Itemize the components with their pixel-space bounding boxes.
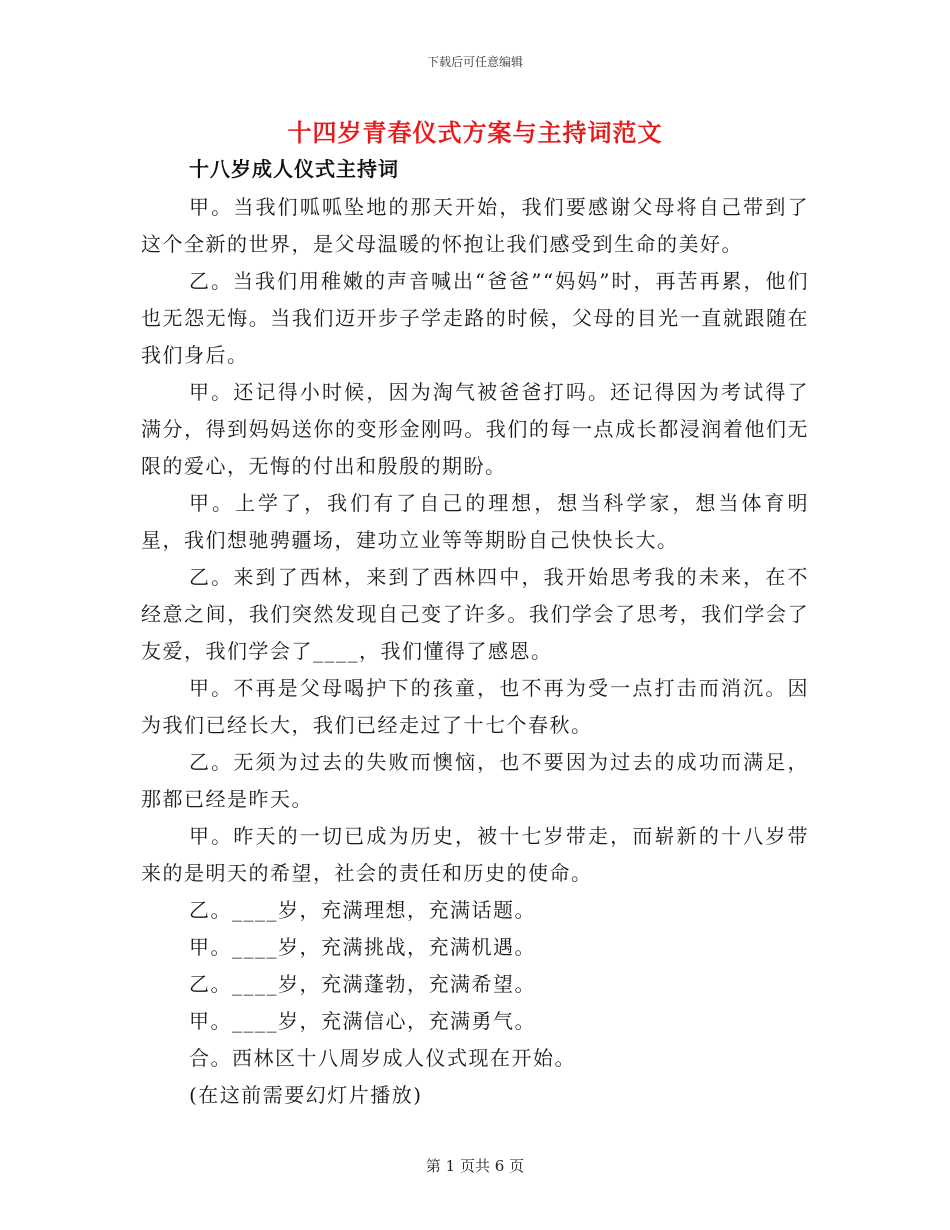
document-title: 十四岁青春仪式方案与主持词范文 — [287, 118, 663, 147]
paragraph: 甲。____岁，充满信心，充满勇气。 — [189, 1009, 536, 1033]
paragraph: 甲。当我们呱呱坠地的那天开始，我们要感谢父母将自己带到了这个全新的世界，是父母温暖的怀抱让我们感受到生命的美好。 — [141, 195, 809, 256]
paragraph: 乙。当我们用稚嫩的声音喊出“爸爸”“妈妈”时，再苦再累，他们也无怨无悔。当我们迈开步子学走路的时候，父母的目光一直就跟随在我们身后。 — [141, 269, 809, 367]
paragraph: 甲。昨天的一切已成为历史，被十七岁带走，而崭新的十八岁带来的是明天的希望，社会的责任和历史的使命。 — [141, 824, 809, 885]
paragraph: (在这前需要幻灯片播放) — [189, 1083, 423, 1107]
page-footer: 第 1 页共 6 页 — [425, 1157, 525, 1175]
header-note: 下载后可任意编辑 — [426, 55, 523, 69]
paragraph: 甲。不再是父母喝护下的孩童，也不再为受一点打击而消沉。因为我们已经长大，我们已经走过了十七个春秋。 — [141, 676, 809, 737]
paragraph: 甲。还记得小时候，因为淘气被爸爸打吗。还记得因为考试得了满分，得到妈妈送你的变形金刚吗。我们的每一点成长都浸润着他们无限的爱心，无悔的付出和殷殷的期盼。 — [141, 380, 809, 478]
document-body — [141, 155, 809, 1114]
section-heading: 十八岁成人仪式主持词 — [189, 157, 399, 181]
paragraph: 乙。____岁，充满理想，充满话题。 — [189, 898, 536, 922]
paragraph: 甲。上学了，我们有了自己的理想，想当科学家，想当体育明星，我们想驰骋疆场，建功立业等等期盼自己快快长大。 — [141, 491, 809, 552]
paragraph: 合。西林区十八周岁成人仪式现在开始。 — [189, 1046, 576, 1070]
paragraph: 甲。____岁，充满挑战，充满机遇。 — [189, 935, 536, 959]
paragraph: 乙。来到了西林，来到了西林四中，我开始思考我的未来，在不经意之间，我们突然发现自己变了许多。我们学会了思考，我们学会了友爱，我们学会了____，我们懂得了感恩。 — [141, 565, 809, 663]
paragraph: 乙。无须为过去的失败而懊恼，也不要因为过去的成功而满足，那都已经是昨天。 — [141, 750, 809, 811]
paragraph: 乙。____岁，充满蓬勃，充满希望。 — [189, 972, 536, 996]
